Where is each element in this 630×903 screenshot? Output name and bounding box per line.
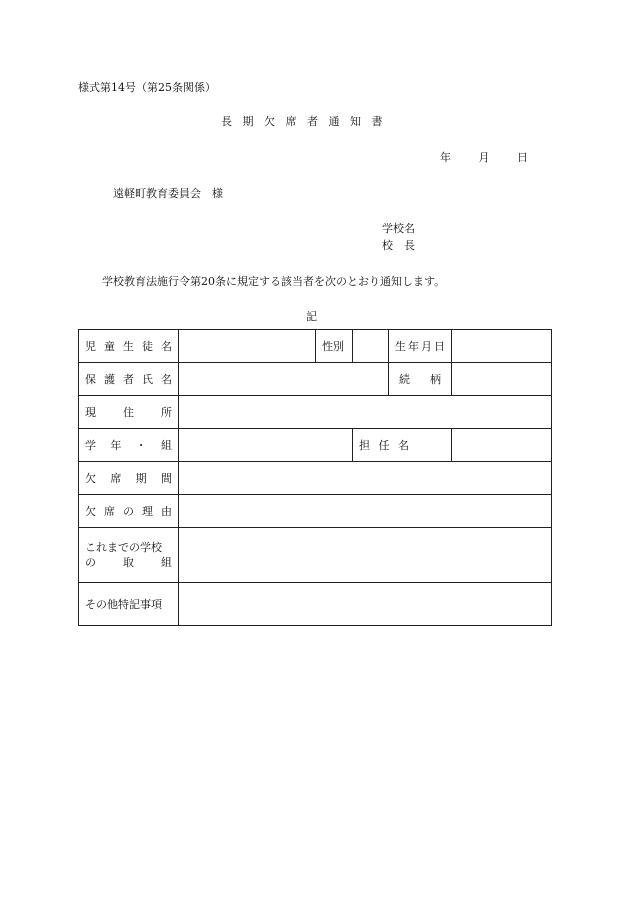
school-efforts-label-line1: これまでの学校 [85,541,162,554]
table-row [79,429,552,462]
table-row [79,495,552,528]
table-row [79,330,552,363]
sender-principal: 校 長 [382,239,415,252]
table-row [79,528,552,583]
guardian-name-label: 保 護 者 氏 名 [85,373,172,386]
label-cell [79,429,179,462]
homeroom-teacher-field[interactable] [452,429,552,462]
date-month: 月 [478,151,490,164]
student-name-field[interactable] [179,330,316,363]
sender-school-name: 学校名 [382,222,415,235]
school-efforts-label-line2: の 取 組 [85,556,172,569]
label-cell [79,495,179,528]
label-cell [79,363,179,396]
ki-heading: 記 [306,310,317,323]
label-cell [389,330,452,363]
date-day: 日 [517,151,528,164]
label-cell [79,462,179,495]
address-label: 現 住 所 [85,406,172,419]
absence-reason-field[interactable] [179,495,552,528]
notification-table [78,329,552,626]
other-notes-field[interactable] [179,583,552,626]
table-row [79,462,552,495]
grade-class-field[interactable] [179,429,353,462]
gender-label: 性別 [316,330,353,363]
date-year: 年 [440,151,451,164]
table-row [79,363,552,396]
table-row [79,583,552,626]
address-field[interactable] [179,396,552,429]
absence-reason-label: 欠 席 の 理 由 [85,505,172,518]
recipient: 遠軽町教育委員会 様 [113,187,223,200]
label-cell [79,396,179,429]
table-row [79,396,552,429]
relationship-field[interactable] [452,363,552,396]
date-line [440,149,528,165]
other-notes-label: その他特記事項 [79,583,179,626]
intro-text: 学校教育法施行令第20条に規定する該当者を次のとおり通知します。 [102,275,446,288]
birthdate-field[interactable] [452,330,552,363]
document-title: 長期欠席者通知書 [221,115,393,128]
absence-period-field[interactable] [179,462,552,495]
guardian-name-field[interactable] [179,363,389,396]
absence-period-label: 欠 席 期 間 [85,472,172,485]
homeroom-teacher-label: 担 任 名 [359,439,409,452]
relationship-label: 続 柄 [399,373,441,386]
label-cell [79,330,179,363]
label-cell [389,363,452,396]
label-cell [353,429,452,462]
label-cell [79,528,179,583]
form-number: 様式第14号（第25条関係） [78,81,216,94]
gender-field[interactable] [353,330,389,363]
grade-class-label: 学 年 ・ 組 [85,439,172,452]
student-name-label: 児 童 生 徒 名 [85,340,172,353]
birthdate-label: 生 年 月 日 [395,340,445,353]
school-efforts-field[interactable] [179,528,552,583]
